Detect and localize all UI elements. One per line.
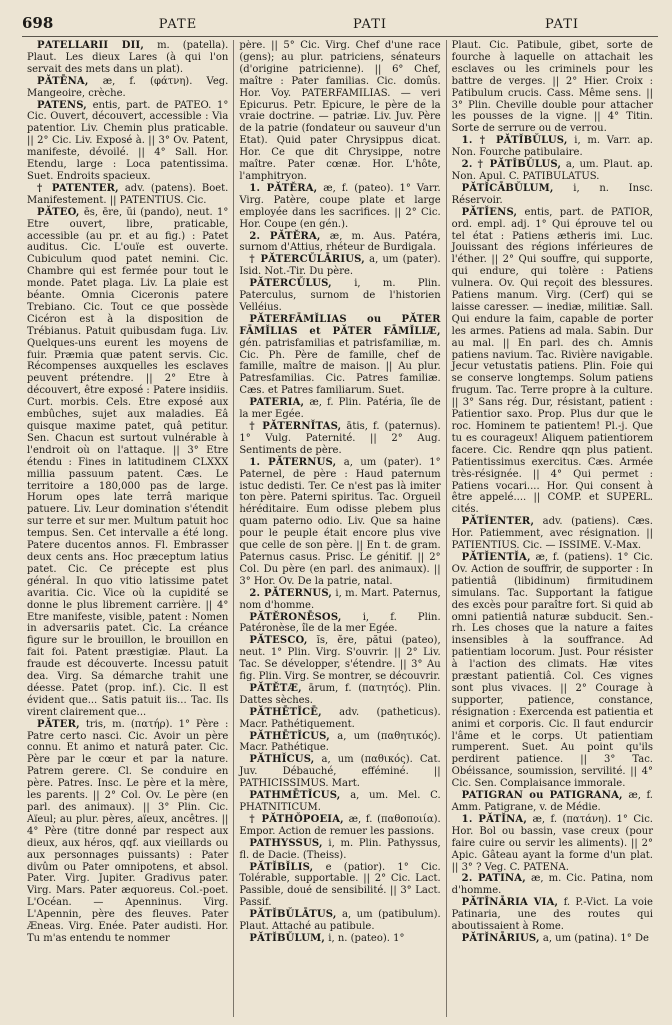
dictionary-entry bbox=[239, 635, 440, 683]
dictionary-entry bbox=[452, 135, 653, 159]
entry-headword: † PĂTHŎPOEIA, bbox=[249, 813, 344, 825]
dictionary-entry bbox=[239, 183, 440, 231]
entry-definition: æ, m. Aus. Patéra, surnom d'Attius, rhéteur de Burdigala. bbox=[239, 230, 441, 254]
dictionary-entry bbox=[239, 397, 440, 421]
dictionary-entry bbox=[239, 40, 440, 183]
entry-definition: ārum, f. (πατητός). Plin. Dattes sèches. bbox=[239, 682, 441, 706]
entry-definition: æ, f. Plin. Patéria, île de la mer Egée. bbox=[239, 397, 441, 421]
entry-definition: æ, m. Cic. Patina, nom d'homme. bbox=[451, 873, 653, 897]
entry-definition: adv. (patens). Boet. Manifestement. || PATENTIUS. Cic. bbox=[27, 182, 229, 206]
entry-definition: ēs, ēre, ŭi (pando), neut. 1° Etre ouvert, libre, praticable, accessible (au pr. et au fig.) : Patet auditus. Cic. L'ouïe est ouverte. Cubiculum quod patet nemini. Cic. Chambre qui est fermée pour tout le monde. Patet plaga. Liv. La plaie est béante. Omnia Ciceronis patere Trebiano. Cic. Tout ce que possède Cicéron est à la disposition de Trébianus. Patuit quibusdam fuga. Liv. Quelques-uns eurent les moyens de fuir. Præmia quæ patent servis. Cic. Récompenses auxquelles les esclaves peuvent prétendre. || 2° Etre à découvert, être exposé : Patere insidiis. Curt. morbis. Cels. Etre exposé aux embûches, sujet aux maladies. Eâ quisque maxime patet, quâ petitur. Sen. Chacun est surtout vulnérable à l'endroit où on l'attaque. || 3° Etre étendu : Fines in latitudinem CLXXX millia passuum patent. Cæs. Le territoire a 180,000 pas de large. Horum opes late terrâ marique patuere. Liv. Leur domination s'étendit sur terre et sur mer. Multum patuit hoc tempus. Sen. Cet intervalle a été long. Patere ducentos annos. Fl. Embrasser deux cents ans. Hoc præceptum latius patet. Cic. Ce précepte est plus général. In quo vitio latissime patet avaritia. Cic. Vice où la cupidité se donne le plus librement carrière. || 4° Etre manifeste, visible, patent : Nomen in adversariis patet. Cic. La créance figure sur le brouillon, le brouillon en fait foi. Patent præstigiæ. Plaut. La fraude est découverte. Incessu patuit dea. Virg. Sa démarche trahit une déesse. Patet (prop. inf.). Cic. Il est évident que... Satis patuit iis... Tac. Ils virent clairement que... bbox=[27, 206, 229, 718]
running-headword-1: PATE bbox=[158, 17, 198, 32]
entry-definition: i, n. Insc. Réservoir. bbox=[451, 182, 653, 206]
entry-definition: i, m. Plin. Pathyssus, fl. de Dacie. (Theiss). bbox=[239, 837, 441, 861]
entry-headword: PATENS, bbox=[37, 99, 87, 111]
entry-headword: PATERIA, bbox=[249, 397, 305, 409]
text-columns bbox=[22, 40, 658, 1017]
column-2 bbox=[233, 40, 445, 1017]
entry-headword: † PATENTER, bbox=[37, 182, 119, 194]
entry-definition: i, m. Plin. Paterculus, surnom de l'historien Velléius. bbox=[239, 278, 441, 313]
dictionary-entry bbox=[452, 933, 653, 945]
dictionary-entry bbox=[239, 278, 440, 314]
page-header bbox=[22, 14, 658, 37]
entry-headword: † PĂTERNĬTAS, bbox=[249, 421, 342, 432]
entry-definition: a, um (παθικός). Cat. Juv. Débauché, efféminé. || PATHICISSIMUS. Mart. bbox=[239, 754, 441, 790]
dictionary-entry bbox=[239, 612, 440, 636]
dictionary-entry bbox=[239, 731, 440, 755]
entry-headword: PĂTĔTÆ, bbox=[249, 682, 302, 694]
entry-definition: m. (patella). Plaut. Les dieux Lares (à qui l'on servait des mets dans un plat). bbox=[27, 40, 229, 75]
dictionary-entry bbox=[27, 40, 228, 76]
entry-headword: PĂTĬENTER, bbox=[461, 516, 535, 528]
entry-headword: PĂTHĬCUS, bbox=[249, 754, 315, 766]
entry-definition: adv. (patiens). Cæs. Hor. Patiemment, avec résignation. || PATIENTIUS. Cic. — ISSIME. V.-Max. bbox=[451, 516, 653, 552]
entry-definition: entis, part. de PATEO. 1° Cic. Ouvert, découvert, accessible : Via patentior. Liv. Chemin plus praticable. || 2° Cic. Liv. Exposé à. || 3° Ov. Patent, manifeste, dévoilé. || 4° Sall. Hor. Etendu, large : Loca patentissima. Suet. Endroits spacieux. bbox=[27, 99, 229, 182]
entry-definition: a, um (pater). Isid. Not.-Tir. Du père. bbox=[239, 254, 441, 278]
entry-definition: a, um (pater). 1° Paternel, de père : Haud paternum istuc dedisti. Ter. Ce n'est pas là imiter ton père. Paterni spiritus. Tac. Orgueil héréditaire. Eum odisse plebem plus quam paterno odio. Liv. Que sa haine pour le peuple était encore plus vive que celle de son père. || En t. de gram. Paternus casus. Prisc. Le génitif. || 2° Col. Du père (en parl. des animaux). || 3° Hor. Ov. De la patrie, natal. bbox=[239, 456, 441, 587]
entry-headword: PATHYSSUS, bbox=[249, 837, 323, 849]
entry-headword: PĂTĬBŬLUM, bbox=[249, 932, 326, 944]
dictionary-entry bbox=[239, 421, 440, 457]
dictionary-entry bbox=[239, 754, 440, 790]
entry-headword: PĂTĬNĀRIA VIA, bbox=[461, 897, 559, 909]
dictionary-entry bbox=[239, 814, 440, 838]
dictionary-entry bbox=[239, 254, 440, 278]
entry-definition: æ, f. (πατάνη). 1° Cic. Hor. Bol ou bassin, vase creux (pour faire cuire ou servir les aliments). || 2° Apic. Gâteau ayant la forme d'un plat. || 3° ? Veg. C. PATENA. bbox=[451, 813, 653, 873]
entry-definition: ātis, f. (paternus). 1° Vulg. Paternité. || 2° Aug. Sentiments de père. bbox=[239, 421, 441, 456]
entry-headword: PĂTĬCĀBŬLUM, bbox=[461, 182, 554, 194]
entry-definition: i, n. (pateo). 1° bbox=[328, 932, 405, 944]
entry-headword: 1. PĂTĬNA, bbox=[461, 813, 528, 825]
entry-headword: 2. PĂTĔRA, bbox=[249, 230, 321, 242]
entry-definition: tris, m. (πατήρ). 1° Père : Patre certo nasci. Cic. Avoir un père connu. Et animo et naturâ pater. Cic. Père par le cœur et par la nature. Patrem gerere. Cl. Se conduire en père. Patres. Insc. Le père et la mère, les parents. || 2° Col. Ov. Le père (en parl. des animaux). || 3° Plin. Cic. Aïeul; au plur. pères, aïeux, ancêtres. || 4° Père (titre donné par respect aux dieux, aux héros, qqf. aux vieillards ou aux personnages puissants) : Pater divûm ou Pater omnipotens, et absol. Pater. Virg. Jupiter. Gradivus pater. Virg. Mars. Pater æquoreus. Col.-poet. L'Océan. — Apenninus. Virg. L'Apennin, père des fleuves. Pater Æneas. Virg. Enée. Pater audisti. Hor. Tu m'as entendu te nommer bbox=[27, 718, 229, 944]
entry-headword: PĂTĬENTĬA, bbox=[461, 551, 531, 563]
dictionary-entry bbox=[452, 873, 653, 897]
entry-definition: æ, f. (φάτνη). Veg. Mangeoire, crèche. bbox=[27, 75, 229, 99]
running-headword-2: PATI bbox=[352, 17, 388, 32]
dictionary-entry bbox=[452, 897, 653, 933]
entry-definition: a, um (patina). 1° De bbox=[542, 932, 649, 944]
dictionary-entry bbox=[452, 159, 653, 183]
dictionary-entry bbox=[27, 719, 228, 945]
dictionary-entry bbox=[452, 516, 653, 552]
entry-definition: æ, f. Amm. Patigrane, v. de Médie. bbox=[451, 790, 653, 813]
entry-definition: a, um. Mel. C. PHATNITICUM. bbox=[239, 790, 441, 813]
dictionary-entry bbox=[452, 814, 653, 874]
page-number: 698 bbox=[22, 14, 54, 32]
column-1 bbox=[22, 40, 233, 1017]
dictionary-entry bbox=[452, 790, 653, 814]
entry-headword: PATHMĒTĬCUS, bbox=[249, 790, 341, 802]
dictionary-entry bbox=[239, 707, 440, 731]
entry-definition: a, um. Plaut. ap. Non. Apul. C. PATIBULATUS. bbox=[451, 159, 653, 182]
entry-headword: PATIGRAN ou PATIGRANA, bbox=[461, 790, 623, 802]
dictionary-entry bbox=[239, 588, 440, 612]
entry-headword: PĂTĬBŬLĀTUS, bbox=[249, 909, 337, 921]
dictionary-entry bbox=[239, 909, 440, 933]
entry-headword: PĂTHĒTĬCUS, bbox=[249, 730, 330, 742]
entry-headword: 1. PĂTERNUS, bbox=[249, 456, 337, 468]
entry-headword: PĂTERCŬLUS, bbox=[249, 278, 332, 290]
dictionary-entry bbox=[239, 933, 440, 945]
dictionary-entry bbox=[239, 457, 440, 588]
entry-definition: Plaut. Cic. Patibule, gibet, sorte de fourche à laquelle on attachait les esclaves ou les criminels pour les battre de verges. || 2° Hier. Croix : Patibulum crucis. Cass. Même sens. || 3° Plin. Cheville double pour attacher les pousses de la vigne. || 4° Titin. Sorte de serrure ou de verrou. bbox=[451, 40, 653, 135]
entry-headword: PĂTELLĀRII DII, bbox=[37, 40, 145, 51]
entry-headword: 1. † PĂTĬBŬLUS, bbox=[461, 135, 568, 147]
running-headword-3: PATI bbox=[544, 17, 580, 32]
entry-definition: æ, f. (pateo). 1° Varr. Virg. Patère, coupe plate et large employée dans les sacrifices. || 2° Cic. Hor. Coupe (en gén.). bbox=[239, 182, 441, 230]
dictionary-entry bbox=[239, 862, 440, 910]
entry-definition: a, um (patibulum). Plaut. Attaché au patibule. bbox=[239, 909, 441, 933]
entry-headword: PĂTESCO, bbox=[249, 635, 308, 647]
dictionary-entry bbox=[452, 40, 653, 135]
dictionary-entry bbox=[452, 207, 653, 517]
entry-definition: adv. (patheticus). Macr. Pathétiquement. bbox=[239, 706, 441, 730]
entry-headword: PĂTĬBĬLIS, bbox=[249, 861, 314, 873]
dictionary-entry bbox=[239, 231, 440, 255]
dictionary-entry bbox=[27, 76, 228, 100]
entry-definition: i, f. Plin. Patéronèse, île de la mer Egée. bbox=[239, 611, 441, 635]
entry-headword: PĂTER, bbox=[37, 718, 80, 730]
dictionary-entry bbox=[27, 183, 228, 207]
entry-headword: PĂTĔRONĒSOS, bbox=[249, 611, 342, 623]
dictionary-entry bbox=[239, 790, 440, 814]
entry-definition: e (patior). 1° Cic. Tolérable, supportable. || 2° Cic. Lact. Passible, doué de sensibilité. || 3° Lact. Passif. bbox=[239, 861, 441, 909]
entry-headword: PĂTHĒTĬCĒ, bbox=[249, 706, 322, 718]
entry-definition: f. P.-Vict. La voie Patinaria, une des routes qui aboutissaient à Rome. bbox=[451, 897, 653, 933]
entry-headword: PĂTĬENS, bbox=[461, 206, 518, 218]
entry-headword: 2. PATINA, bbox=[461, 873, 526, 885]
entry-definition: æ, f. (παθοποιία). Empor. Action de remuer les passions. bbox=[239, 813, 441, 837]
entry-headword: PĂTERFĀMĬLIAS ou PĂTER FĀMĬLIAS et PĂTER FĀMĬLIÆ, bbox=[239, 313, 441, 337]
dictionary-entry bbox=[27, 100, 228, 183]
entry-definition: père. || 5° Cic. Virg. Chef d'une race (gens); au plur. patriciens, sénateurs (d'origine patricienne). || 6° Chef, maître : Pater familias. Cic. domûs. Hor. Voy. PATERFAMILIAS. — veri Epicurus. Petr. Epicure, le père de la vraie doctrine. — patriæ. Liv. Juv. Père de la patrie (fondateur ou sauveur d'un Etat). Quid pater Chrysippus dicat. Hor. Ce que dit Chrysippe, notre maître. Pater cœnæ. Hor. L'hôte, l'amphitryon. bbox=[239, 40, 441, 182]
entry-headword: 2. PĂTERNUS, bbox=[249, 587, 333, 599]
entry-headword: PĂTĬNĀRIUS, bbox=[461, 932, 540, 944]
entry-definition: i, m. Varr. ap. Non. Fourche patibulaire. bbox=[451, 135, 653, 159]
entry-definition: a, um (παθητικός). Macr. Pathétique. bbox=[239, 730, 441, 754]
entry-definition: entis, part. de PATIOR, ord. empl. adj. 1° Qui éprouve tel ou tel état : Patiens ætheris imi. Luc. Jouissant des régions inférieures de l'éther. || 2° Qui souffre, qui supporte, qui endure, qui tolère : Patiens vulnera. Ov. Qui reçoit des blessures. Patiens manum. Virg. (Cerf) qui se laisse caresser. — inediæ, militiæ. Sall. Qui endure la faim, capable de porter les armes. Patiens ad mala. Sabin. Dur au mal. || En parl. des ch. Amnis patiens navium. Tac. Rivière navigable. Jecur vetustatis patiens. Plin. Foie qui se conserve longtemps. Solum patiens frugum. Tac. Terre propre à la culture. || 3° Sans rég. Dur, résistant, patient : Patientior saxo. Prop. Plus dur que le roc. Hominem te patientem! Pl.-j. Que tu es courageux! Aliquem patientiorem facere. Cic. Rendre qqn plus patient. Patientissimus exercitus. Cæs. Armée très-résignée. || 4° Qui permet : Patiens vocari.... Hor. Qui consent à être appelé.... || COMP. et SUPERL. cités. bbox=[451, 206, 653, 516]
dictionary-entry bbox=[239, 314, 440, 397]
column-3 bbox=[446, 40, 658, 1017]
dictionary-entry bbox=[452, 183, 653, 207]
entry-headword: 1. PĂTĔRA, bbox=[249, 182, 318, 194]
dictionary-entry bbox=[27, 207, 228, 719]
dictionary-entry bbox=[239, 683, 440, 707]
entry-definition: i, m. Mart. Paternus, nom d'homme. bbox=[239, 587, 441, 611]
entry-definition: gén. patrisfamilias et patrisfamiliæ, m. Cic. Ph. Père de famille, chef de famille, maître de maison. || Au plur. Patresfamilias. Cic. Patres familiæ. Cæs. et Patres familiarum. Suet. bbox=[239, 337, 441, 397]
entry-headword: † PĂTERCŬLĀRIUS, bbox=[249, 254, 365, 266]
entry-definition: æ, f. (patiens). 1° Cic. Ov. Action de souffrir, de supporter : In patientiâ (libidinum) firmitudinem simulans. Tac. Supportant la fatigue des excès pour paraître fort. Si quid ab omni patientiâ naturæ subducit. Sen.-rh. Les choses que la nature a faites insensibles à la souffrance. Ad patientiam locorum. Just. Pour résister à l'action des climats. Hæ vites præstant patientiâ. Col. Ces vignes sont plus vivaces. || 2° Courage à supporter, patience, constance, résignation : Exercenda est patientia et animi et corporis. Cic. Il faut endurcir l'âme et le corps. Ut patientiam rumperent. Suet. Au point qu'ils perdirent patience. || 3° Tac. Obéissance, soumission, servilité. || 4° Cic. Sen. Complaisance immorale. bbox=[451, 551, 653, 790]
entry-definition: ĭs, ĕre, pătui (pateo), neut. 1° Plin. Virg. S'ouvrir. || 2° Liv. Tac. Se développer, s'étendre. || 3° Au fig. Plin. Virg. Se montrer, se découvrir. bbox=[239, 635, 441, 683]
entry-headword: PĂTEO, bbox=[37, 206, 80, 218]
dictionary-entry bbox=[452, 552, 653, 790]
entry-headword: PĂTĒNA, bbox=[37, 75, 89, 87]
dictionary-entry bbox=[239, 838, 440, 862]
entry-headword: 2. † PĂTĬBŬLUS, bbox=[461, 159, 562, 171]
